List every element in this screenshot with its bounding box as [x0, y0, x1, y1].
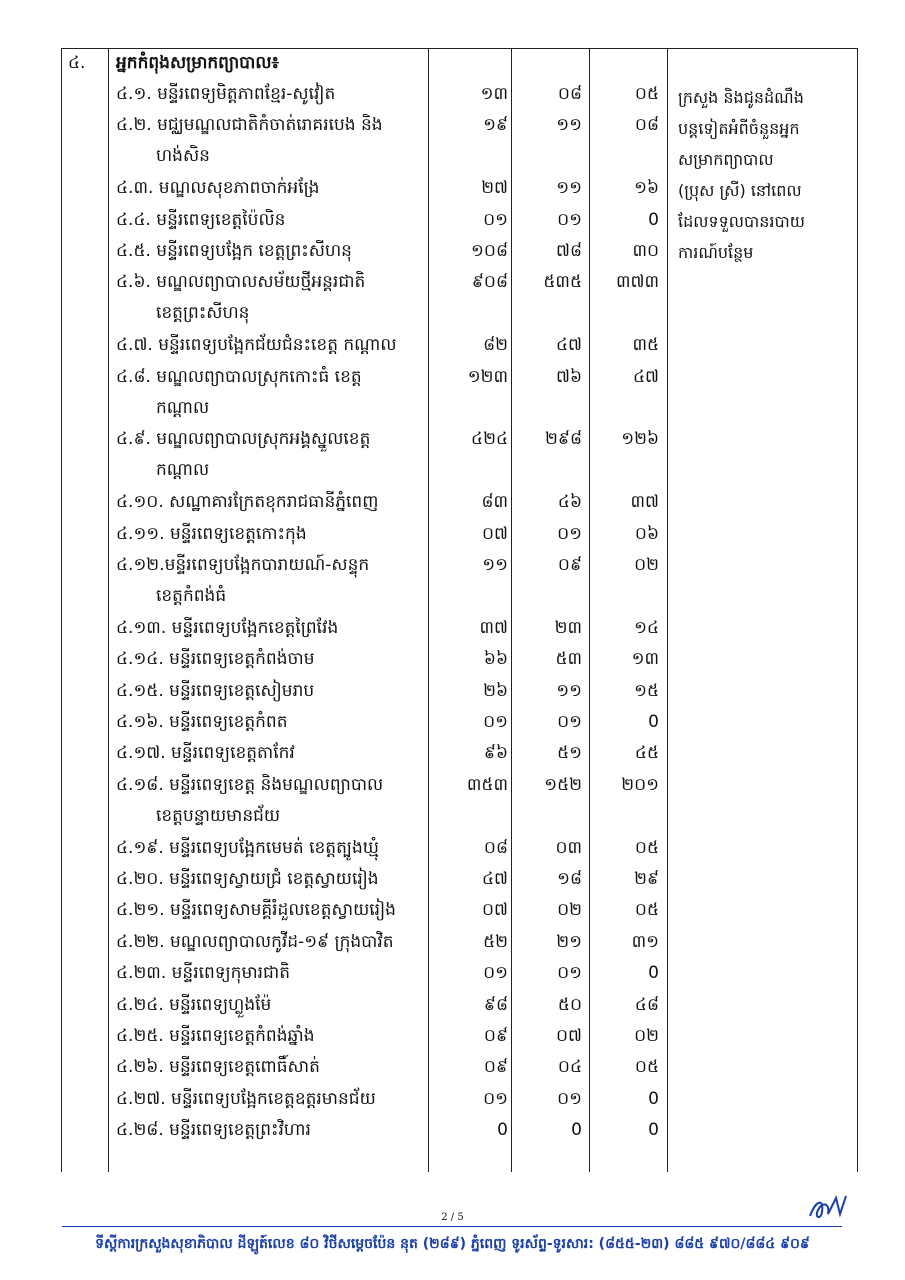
- count-female: ១៦: [634, 178, 659, 199]
- count-female: ៣០: [632, 241, 659, 261]
- count-total: ០៩: [483, 1057, 508, 1078]
- hospital-name: [116, 833, 426, 864]
- hospital-name-line: ៤.១៥. មន្ទីរពេទ្យខេត្តសៀមរាប: [116, 680, 315, 701]
- table-border-right: [857, 48, 858, 1172]
- table-top-border: [61, 48, 858, 49]
- hospital-name-line: ៤.១៣. មន្ទីរពេទ្យបង្អែកខេត្តព្រៃវែង: [116, 617, 339, 638]
- count-female: 0: [648, 712, 659, 732]
- hospital-name: [116, 236, 426, 267]
- count-male: ១១: [556, 680, 582, 701]
- hospital-name-line: ៤.៦. មណ្ឌលព្យាបាលសម័យថ្មីអន្តរជាតិ: [116, 272, 366, 293]
- count-female: ៣១: [631, 931, 659, 952]
- hospital-name-line: ៤.២៤. មន្ទីរពេទ្យហ្លួងម៉ែ: [116, 994, 272, 1015]
- hospital-name: [116, 173, 426, 204]
- hospital-name-line: ៤.៨. មណ្ឌលព្យាបាលស្រុកកោះធំ ខេត្ត: [116, 366, 362, 387]
- hospital-name: [116, 110, 426, 172]
- count-total: ៩៦: [483, 743, 508, 764]
- count-male: ៧៨: [556, 241, 582, 261]
- hospital-name-continuation: កណ្ដាល: [156, 397, 210, 418]
- count-male: ០១: [557, 1088, 582, 1109]
- count-total: ៣៥៣: [466, 774, 508, 795]
- hospital-name-line: ៤.២៦. មន្ទីរពេទ្យខេត្តពោធិ៍សាត់: [116, 1057, 320, 1078]
- count-female: ៣៧៣: [616, 272, 659, 293]
- hospital-name: [116, 613, 426, 644]
- hospital-name: [116, 644, 426, 675]
- count-total: ១៣: [480, 84, 508, 104]
- hospital-name: [116, 927, 426, 958]
- section-heading: អ្នកកំពុងសម្រាកព្យាបាល៖: [116, 53, 280, 73]
- count-total: ២៧: [481, 178, 508, 199]
- hospital-name-line: ៤.១. មន្ទីរពេទ្យមិត្តភាពខ្មែរ-សូវៀត: [116, 84, 336, 104]
- hospital-name-line: ៤.២៥. មន្ទីរពេទ្យខេត្តកំពង់ឆ្នាំង: [116, 1026, 315, 1046]
- count-male: ៥៣: [555, 649, 582, 670]
- count-female: ១២៦: [621, 429, 659, 450]
- hospital-name-continuation: ខេត្តព្រះសីហនុ: [156, 303, 250, 324]
- count-male: ៧៦: [556, 366, 582, 387]
- count-total: ១២៣: [467, 366, 508, 387]
- count-female: 0: [648, 963, 659, 984]
- hospital-name: [116, 205, 426, 236]
- count-total: ៤២៤: [471, 429, 508, 450]
- hospital-name: [116, 1052, 426, 1083]
- count-male: ២៩៨: [545, 429, 582, 450]
- count-female: ០២: [634, 1026, 659, 1046]
- page-number: 2 / 5: [441, 1212, 464, 1223]
- hospital-name: [116, 1021, 426, 1052]
- hospital-name-line: ៤.១៨. មន្ទីរពេទ្យខេត្ត និងមណ្ឌលព្យាបាល: [116, 774, 384, 795]
- count-male: 0: [571, 1120, 582, 1141]
- hospital-name-line: ៤.១៧. មន្ទីរពេទ្យខេត្តតាកែវ: [116, 743, 295, 764]
- count-female: ៤៨: [634, 994, 659, 1015]
- remarks-note-line: ក្រសួង និងជូនដំណឹង: [678, 88, 804, 107]
- footer-address: ទីស្តីការក្រសួងសុខាភិបាល ដីឡូត៍លេខ ៨០ វិថីសម្តេចប៉ែន នុត (២៨៩) ភ្នំពេញ ទូរស័ព្ទ-ទូរសារ: (៨៥៥-២៣) ៨៨៥ ៩៧០/៨៨៤ ៩០៩: [95, 1236, 810, 1252]
- count-female: ០៥: [634, 1057, 659, 1078]
- hospital-name: [116, 487, 426, 518]
- count-female: ០៨: [634, 115, 659, 136]
- count-male: ០៨: [557, 84, 582, 104]
- hospital-name: [116, 864, 426, 895]
- hospital-name-continuation: ខេត្តកំពង់ធំ: [156, 586, 227, 606]
- count-total: ៣៧: [479, 617, 508, 638]
- count-male: ០៤: [557, 1057, 582, 1078]
- remarks-note-line: ការណ៍បន្ថែម: [678, 243, 754, 262]
- hospital-name-continuation: ហង់សិន: [156, 146, 210, 167]
- hospital-name: [116, 676, 426, 707]
- count-male: ០៩: [557, 555, 582, 575]
- hospital-name: [116, 990, 426, 1021]
- count-female: 0: [648, 209, 659, 230]
- count-total: ១០៨: [471, 241, 508, 261]
- hospital-name: [116, 770, 426, 832]
- count-male: ៥០: [557, 994, 582, 1015]
- hospital-name-line: ៤.២១. មន្ទីរពេទ្យសាមគ្គីរំដួលខេត្តស្វាយរៀង: [116, 900, 396, 921]
- remarks-note-line: ដែលទទួលបានរបាយ: [678, 212, 805, 231]
- hospital-name-line: ៤.២៨. មន្ទីរពេទ្យខេត្តព្រះវិហារ: [116, 1120, 311, 1141]
- hospital-name-line: ៤.៤. មន្ទីរពេទ្យខេត្តប៉ៃលិន: [116, 209, 286, 230]
- hospital-name: [116, 738, 426, 769]
- hospital-name: [116, 330, 426, 361]
- hospital-name: [116, 267, 426, 329]
- hospital-name-line: ៤.១១. មន្ទីរពេទ្យខេត្តកោះកុង: [116, 523, 307, 544]
- hospital-name: [116, 1084, 426, 1115]
- count-female: ២០១: [621, 774, 659, 795]
- hospital-name-line: ៤.២. មជ្ឈមណ្ឌលជាតិកំចាត់រោគរបេង និង: [116, 115, 383, 136]
- count-female: ២៩: [634, 869, 659, 889]
- count-male: ១១: [556, 178, 582, 199]
- footer-rule: [62, 1226, 842, 1227]
- remarks-note-line: បន្តទៀតអំពីចំនួនអ្នក: [678, 119, 800, 138]
- count-male: ០៧: [556, 1026, 582, 1046]
- count-total: ៩០៨: [471, 272, 508, 293]
- remarks-note-line: (ប្រុស ស្រី) នៅពេល: [678, 181, 802, 200]
- count-male: ១៨: [557, 869, 582, 889]
- table-border-left: [61, 48, 62, 1172]
- count-female: ១៥: [634, 680, 659, 701]
- hospital-name: [116, 424, 426, 486]
- count-total: ០១: [483, 963, 508, 984]
- count-female: ៣៧: [630, 492, 659, 513]
- count-total: ៩៨: [483, 994, 508, 1015]
- hospital-name-line: ៤.៣. មណ្ឌលសុខភាពចាក់អង្រែ: [116, 178, 320, 199]
- hospital-name-line: ៤.២៧. មន្ទីរពេទ្យបង្អែកខេត្តឧត្តរមានជ័យ: [116, 1088, 376, 1109]
- hospital-name-line: ៤.២៣. មន្ទីរពេទ្យកុមារជាតិ: [116, 963, 291, 984]
- hospital-name: [116, 550, 426, 612]
- count-female: ០៥: [634, 900, 659, 921]
- count-male: ០១: [557, 712, 582, 732]
- count-male: ៥១: [557, 743, 582, 764]
- count-female: ៤៥: [634, 743, 659, 764]
- hospital-name-line: ៤.១៦. មន្ទីរពេទ្យខេត្តកំពត: [116, 712, 288, 732]
- remarks-note-line: សម្រាកព្យាបាល: [678, 150, 774, 169]
- hospital-name-continuation: កណ្ដាល: [156, 460, 210, 481]
- count-male: ៤៧: [556, 335, 582, 356]
- count-female: ១៤: [634, 617, 659, 638]
- hospital-name-continuation: ខេត្តបន្ទាយមានជ័យ: [156, 805, 281, 826]
- hospital-name-line: ៤.២០. មន្ទីរពេទ្យស្វាយជ្រំ ខេត្តស្វាយរៀង: [116, 869, 379, 889]
- count-male: ០២: [557, 900, 582, 921]
- count-male: ២១: [556, 931, 582, 952]
- hospital-name-line: ៤.៥. មន្ទីរពេទ្យបង្អែក ខេត្តព្រះសីហនុ: [116, 241, 352, 261]
- count-female: ៣៥: [632, 335, 659, 356]
- count-male: ០១: [557, 523, 582, 544]
- section-number: ៤.: [68, 53, 86, 73]
- count-total: ៤៧: [482, 869, 508, 889]
- count-female: ០៥: [634, 84, 659, 104]
- count-total: ៥២: [483, 931, 508, 952]
- hospital-name-line: ៤.៩. មណ្ឌលព្យាបាលស្រុកអង្គស្នួលខេត្ត: [116, 429, 371, 450]
- remarks-note: [678, 82, 848, 268]
- count-male: ០៣: [555, 837, 582, 858]
- count-total: ០៩: [483, 1026, 508, 1046]
- hospital-name-line: ៤.១០. សណ្ឋាគារក្រែតខុករាជធានីភ្នំពេញ: [116, 492, 379, 513]
- count-total: ០៧: [482, 900, 508, 921]
- count-female: ០៥: [634, 837, 659, 858]
- table-col-divider: [428, 48, 429, 1172]
- count-male: ៥៣៥: [543, 272, 582, 293]
- hospital-name-line: ៤.១២.មន្ទីរពេទ្យបង្អែកបារាយណ៍-សន្ទុក: [116, 555, 370, 575]
- hospital-name: [116, 958, 426, 989]
- count-male: ០១: [557, 209, 582, 230]
- hospital-name: [116, 519, 426, 550]
- count-total: ១៩: [483, 115, 508, 136]
- count-total: ០១: [483, 1088, 508, 1109]
- hospital-name-line: ៤.២២. មណ្ឌលព្យាបាលកូវីដ-១៩ ក្រុងបាវិត: [116, 931, 394, 952]
- count-female: 0: [648, 1120, 659, 1141]
- count-total: ២៦: [483, 680, 508, 701]
- count-female: ០២: [634, 555, 659, 575]
- count-total: ៨២: [483, 335, 508, 356]
- hospital-name: [116, 1115, 426, 1146]
- count-female: ៤៧: [633, 366, 659, 387]
- count-total: ០១: [483, 712, 508, 732]
- count-female: ០៦: [634, 523, 659, 544]
- count-total: ០៨: [483, 837, 508, 858]
- count-male: ០១: [557, 963, 582, 984]
- count-total: ១១: [482, 555, 508, 575]
- table-col-divider: [667, 48, 668, 1172]
- hospital-name-line: ៤.៧. មន្ទីរពេទ្យបង្អែកជ័យជំនះខេត្ត កណ្ដាល: [116, 335, 397, 356]
- count-total: ០១: [483, 209, 508, 230]
- signature-mark: [806, 1192, 850, 1224]
- count-total: ៦៦: [483, 649, 508, 670]
- count-total: 0: [497, 1120, 508, 1141]
- hospital-name: [116, 895, 426, 926]
- table-col-divider: [108, 48, 109, 1172]
- count-male: ២៣: [554, 617, 582, 638]
- count-female: ១៣: [631, 649, 659, 670]
- hospital-name-line: ៤.១៩. មន្ទីរពេទ្យបង្អែកមេមត់ ខេត្តត្បូងឃ្មុំ: [116, 837, 379, 858]
- count-male: ៤៦: [557, 492, 582, 513]
- count-male: ១១: [556, 115, 582, 136]
- hospital-name: [116, 707, 426, 738]
- count-total: ៨៣: [481, 492, 508, 513]
- hospital-name-line: ៤.១៤. មន្ទីរពេទ្យខេត្តកំពង់ចាម: [116, 649, 315, 670]
- count-total: ០៧: [482, 523, 508, 544]
- count-male: ១៥២: [544, 774, 582, 795]
- hospital-name: [116, 79, 426, 110]
- count-female: 0: [648, 1088, 659, 1109]
- hospital-name: [116, 362, 426, 424]
